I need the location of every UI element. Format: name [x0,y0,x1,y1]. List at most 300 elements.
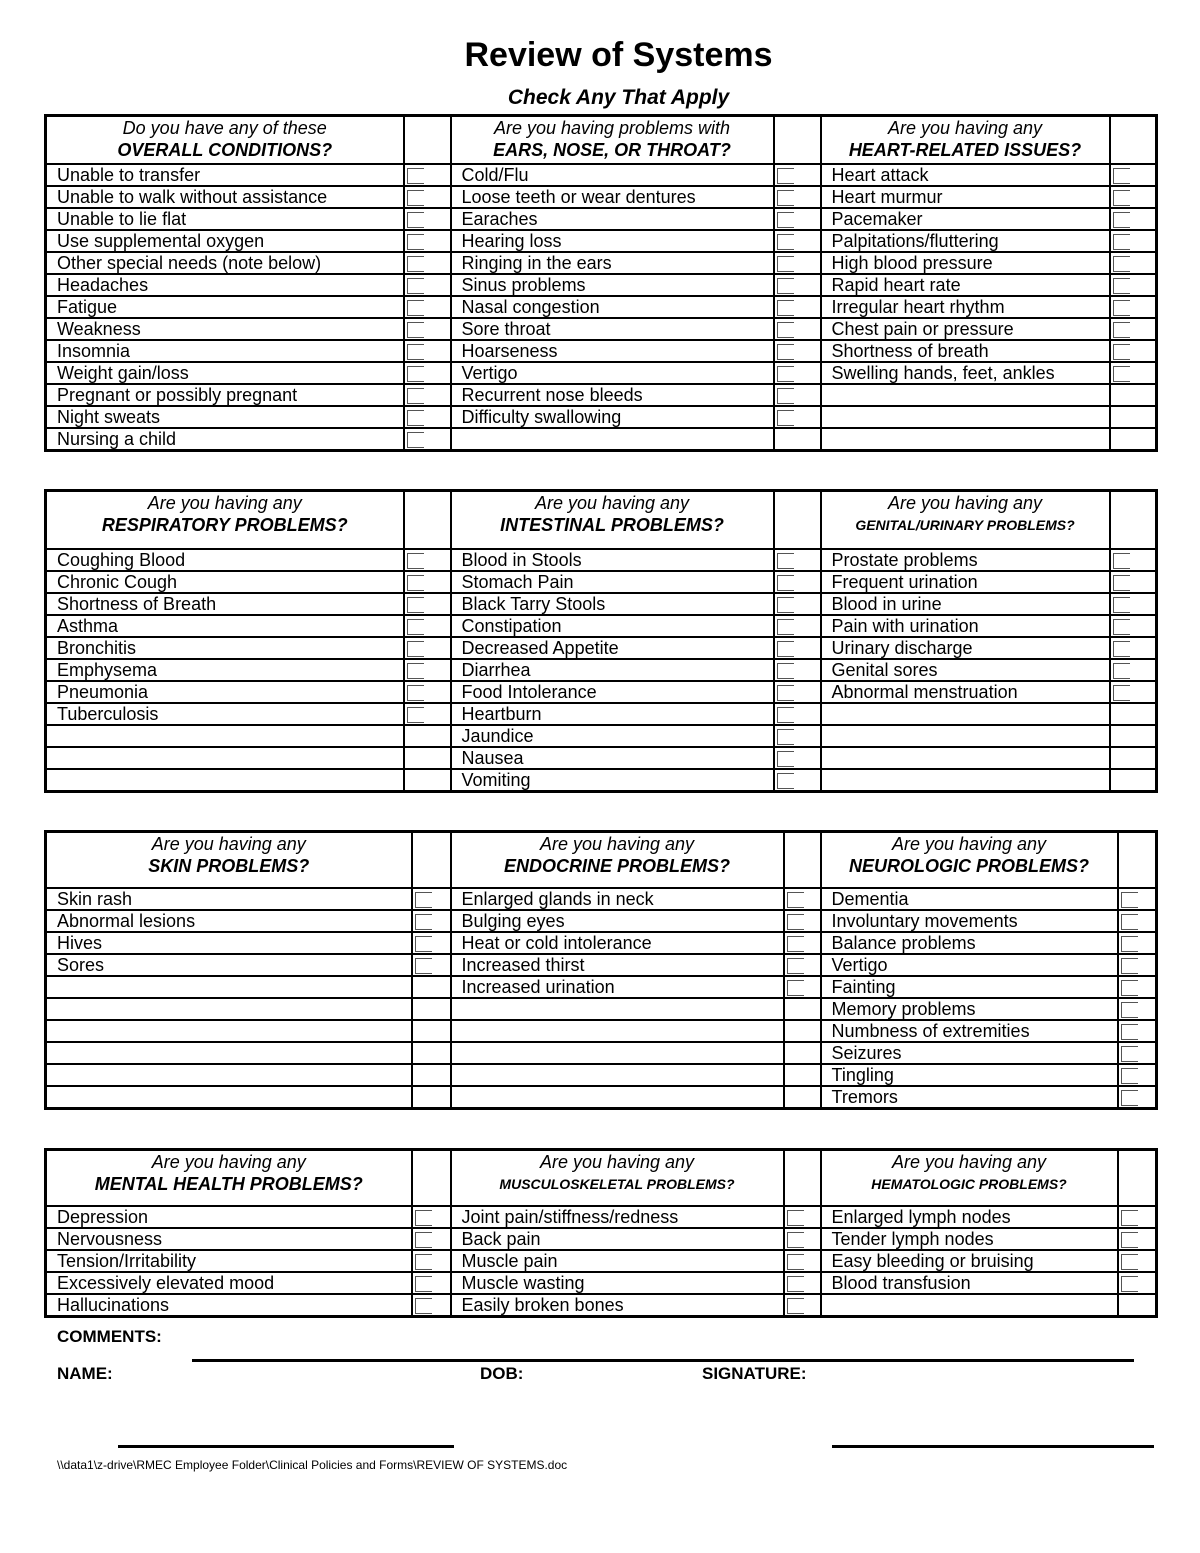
systems-table [44,489,1158,793]
empty-checkbox-cell[interactable] [404,747,451,769]
symptom-checkbox[interactable] [774,681,821,703]
symptom-checkbox[interactable] [404,296,451,318]
checkbox-icon[interactable] [777,256,794,272]
symptom-checkbox[interactable] [1110,593,1157,615]
symptom-label [451,998,784,1020]
symptom-label: Joint pain/stiffness/redness [451,1206,784,1228]
symptom-checkbox[interactable] [404,428,451,451]
symptom-checkbox[interactable] [774,362,821,384]
table-row [46,1228,1157,1250]
checkbox-icon[interactable] [407,388,424,404]
symptom-checkbox[interactable] [1110,549,1157,571]
symptom-checkbox[interactable] [404,252,451,274]
symptom-checkbox[interactable] [774,769,821,792]
symptom-label [46,725,404,747]
checkbox-column-header [404,116,451,164]
symptom-checkbox[interactable] [404,318,451,340]
checkbox-icon[interactable] [407,597,424,613]
checkbox-icon[interactable] [407,685,424,701]
symptom-checkbox[interactable] [774,296,821,318]
symptom-checkbox[interactable] [1118,1272,1157,1294]
checkbox-icon[interactable] [407,212,424,228]
checkbox-icon[interactable] [1121,1276,1138,1292]
checkbox-icon[interactable] [1121,1254,1138,1270]
symptom-label: Tingling [821,1064,1118,1086]
checkbox-icon[interactable] [777,553,794,569]
empty-checkbox-cell[interactable] [1110,428,1157,451]
symptom-checkbox[interactable] [1118,888,1157,910]
symptom-label: Unable to lie flat [46,208,404,230]
symptom-checkbox[interactable] [412,932,451,954]
symptom-label: Jaundice [451,725,774,747]
symptom-label: Pneumonia [46,681,404,703]
symptom-label: Vomiting [451,769,774,792]
checkbox-icon[interactable] [1121,914,1138,930]
checkbox-icon[interactable] [787,980,804,996]
symptom-checkbox[interactable] [412,1294,451,1317]
symptom-checkbox[interactable] [774,252,821,274]
empty-checkbox-cell[interactable] [412,1064,451,1086]
section-header [821,832,1118,888]
checkbox-icon[interactable] [777,641,794,657]
checkbox-icon[interactable] [777,190,794,206]
checkbox-icon[interactable] [415,936,432,952]
symptom-checkbox[interactable] [404,274,451,296]
symptom-checkbox[interactable] [774,747,821,769]
symptom-checkbox[interactable] [1110,296,1157,318]
symptom-label: Pregnant or possibly pregnant [46,384,404,406]
empty-checkbox-cell[interactable] [1110,725,1157,747]
table-row [46,1064,1157,1086]
section-category: INTESTINAL PROBLEMS? [500,515,724,535]
checkbox-icon[interactable] [1113,168,1130,184]
checkbox-icon[interactable] [777,619,794,635]
symptom-checkbox[interactable] [774,593,821,615]
symptom-checkbox[interactable] [1118,976,1157,998]
checkbox-icon[interactable] [1113,212,1130,228]
symptom-checkbox[interactable] [404,340,451,362]
checkbox-icon[interactable] [777,212,794,228]
checkbox-icon[interactable] [1113,553,1130,569]
symptom-label: Other special needs (note below) [46,252,404,274]
checkbox-icon[interactable] [1121,936,1138,952]
symptom-checkbox[interactable] [412,1206,451,1228]
checkbox-icon[interactable] [1121,1210,1138,1226]
symptom-checkbox[interactable] [1118,1250,1157,1272]
checkbox-icon[interactable] [777,300,794,316]
symptom-checkbox[interactable] [1118,910,1157,932]
symptom-label: Sinus problems [451,274,774,296]
checkbox-icon[interactable] [787,1232,804,1248]
table-row [46,932,1157,954]
symptom-checkbox[interactable] [784,1228,821,1250]
symptom-checkbox[interactable] [1110,659,1157,681]
empty-checkbox-cell[interactable] [1110,769,1157,792]
table-row [46,1250,1157,1272]
symptom-checkbox[interactable] [1118,1042,1157,1064]
checkbox-icon[interactable] [777,344,794,360]
checkbox-icon[interactable] [415,914,432,930]
symptom-checkbox[interactable] [412,1228,451,1250]
symptom-label [46,976,412,998]
checkbox-icon[interactable] [1113,663,1130,679]
symptom-label: Seizures [821,1042,1118,1064]
checkbox-icon[interactable] [1121,892,1138,908]
symptom-checkbox[interactable] [774,725,821,747]
section-header [821,1150,1118,1206]
symptom-checkbox[interactable] [404,230,451,252]
checkbox-icon[interactable] [1121,958,1138,974]
empty-checkbox-cell[interactable] [404,769,451,792]
checkbox-icon[interactable] [415,1298,432,1314]
checkbox-icon[interactable] [1113,619,1130,635]
symptom-label: Nasal congestion [451,296,774,318]
section-header [46,832,412,888]
empty-checkbox-cell[interactable] [412,1020,451,1042]
checkbox-icon[interactable] [1113,256,1130,272]
table-row [46,1206,1157,1228]
symptom-checkbox[interactable] [774,208,821,230]
checkbox-icon[interactable] [407,256,424,272]
symptom-checkbox[interactable] [774,164,821,186]
empty-checkbox-cell[interactable] [1110,406,1157,428]
checkbox-icon[interactable] [1121,1024,1138,1040]
checkbox-icon[interactable] [787,914,804,930]
table-row [46,888,1157,910]
symptom-label [46,1064,412,1086]
symptom-checkbox[interactable] [1118,1206,1157,1228]
checkbox-icon[interactable] [407,432,424,448]
symptom-label: Nervousness [46,1228,412,1250]
checkbox-icon[interactable] [407,553,424,569]
empty-checkbox-cell[interactable] [412,1042,451,1064]
symptom-checkbox[interactable] [1110,318,1157,340]
symptom-label [46,998,412,1020]
empty-checkbox-cell[interactable] [404,725,451,747]
symptom-checkbox[interactable] [784,888,821,910]
symptom-checkbox[interactable] [404,681,451,703]
checkbox-icon[interactable] [407,300,424,316]
symptom-checkbox[interactable] [404,615,451,637]
symptom-checkbox[interactable] [774,703,821,725]
checkbox-icon[interactable] [787,1298,804,1314]
symptom-checkbox[interactable] [1110,164,1157,186]
checkbox-icon[interactable] [777,751,794,767]
symptom-checkbox[interactable] [784,1250,821,1272]
symptom-label: Urinary discharge [821,637,1110,659]
symptom-checkbox[interactable] [784,932,821,954]
signature-line[interactable] [832,1445,1154,1448]
empty-checkbox-cell[interactable] [784,998,821,1020]
checkbox-icon[interactable] [407,234,424,250]
symptom-label: Irregular heart rhythm [821,296,1110,318]
table-row [46,340,1157,362]
symptom-label: Abnormal lesions [46,910,412,932]
checkbox-icon[interactable] [777,729,794,745]
symptom-label: Numbness of extremities [821,1020,1118,1042]
empty-checkbox-cell[interactable] [784,1064,821,1086]
file-path: \\data1\z-drive\RMEC Employee Folder\Clinical Policies and Forms\REVIEW OF SYSTEMS.doc [57,1458,568,1472]
symptom-label: Nursing a child [46,428,404,451]
checkbox-icon[interactable] [1113,344,1130,360]
symptom-checkbox[interactable] [1110,274,1157,296]
checkbox-icon[interactable] [407,322,424,338]
symptom-checkbox[interactable] [404,593,451,615]
empty-checkbox-cell[interactable] [412,1086,451,1109]
checkbox-icon[interactable] [1113,641,1130,657]
checkbox-icon[interactable] [407,190,424,206]
checkbox-icon[interactable] [407,410,424,426]
checkbox-icon[interactable] [407,663,424,679]
checkbox-icon[interactable] [407,575,424,591]
symptom-label: Genital sores [821,659,1110,681]
symptom-checkbox[interactable] [412,954,451,976]
symptom-label [451,1020,784,1042]
checkbox-icon[interactable] [777,663,794,679]
checkbox-icon[interactable] [1113,190,1130,206]
symptom-checkbox[interactable] [774,274,821,296]
symptom-label: Enlarged glands in neck [451,888,784,910]
comments-line[interactable] [192,1359,1134,1362]
symptom-checkbox[interactable] [774,637,821,659]
section-header [451,491,774,549]
table-row [46,769,1157,792]
symptom-label: Shortness of Breath [46,593,404,615]
section-question: Are you having any [891,834,1047,854]
symptom-checkbox[interactable] [1118,1020,1157,1042]
symptom-checkbox[interactable] [1110,252,1157,274]
checkbox-icon[interactable] [777,685,794,701]
symptom-checkbox[interactable] [1110,340,1157,362]
symptom-label [821,725,1110,747]
symptom-checkbox[interactable] [774,406,821,428]
table-row [46,615,1157,637]
symptom-checkbox[interactable] [784,1272,821,1294]
checkbox-icon[interactable] [777,278,794,294]
checkbox-icon[interactable] [777,597,794,613]
symptom-checkbox[interactable] [1118,1064,1157,1086]
section-header [451,832,784,888]
table-row [46,910,1157,932]
comments-label: COMMENTS: [57,1327,162,1346]
name-label: NAME: [57,1364,113,1383]
symptom-checkbox[interactable] [784,976,821,998]
checkbox-icon[interactable] [777,168,794,184]
table-row [46,593,1157,615]
symptom-checkbox[interactable] [404,659,451,681]
checkbox-icon[interactable] [777,575,794,591]
empty-checkbox-cell[interactable] [784,1042,821,1064]
symptom-label: Memory problems [821,998,1118,1020]
checkbox-icon[interactable] [1121,980,1138,996]
symptom-label: Heat or cold intolerance [451,932,784,954]
checkbox-icon[interactable] [407,168,424,184]
table-row [46,318,1157,340]
checkbox-icon[interactable] [777,388,794,404]
symptom-checkbox[interactable] [784,1294,821,1317]
symptom-checkbox[interactable] [774,384,821,406]
checkbox-icon[interactable] [1113,234,1130,250]
checkbox-icon[interactable] [415,892,432,908]
table-row [46,384,1157,406]
symptom-checkbox[interactable] [1110,615,1157,637]
empty-checkbox-cell[interactable] [412,976,451,998]
checkbox-icon[interactable] [1113,322,1130,338]
checkbox-icon[interactable] [777,366,794,382]
symptom-label: Prostate problems [821,549,1110,571]
symptom-label: Excessively elevated mood [46,1272,412,1294]
symptom-checkbox[interactable] [404,571,451,593]
symptom-label [46,1086,412,1109]
checkbox-icon[interactable] [415,958,432,974]
checkbox-icon[interactable] [407,366,424,382]
symptom-checkbox[interactable] [774,340,821,362]
checkbox-icon[interactable] [1113,685,1130,701]
symptom-checkbox[interactable] [1118,932,1157,954]
checkbox-column-header [1118,832,1157,888]
checkbox-icon[interactable] [777,707,794,723]
section-header [821,491,1110,549]
symptom-checkbox[interactable] [1118,998,1157,1020]
symptom-label: Hoarseness [451,340,774,362]
checkbox-icon[interactable] [1113,278,1130,294]
checkbox-icon[interactable] [787,936,804,952]
symptom-checkbox[interactable] [1110,230,1157,252]
section-category: MUSCULOSKELETAL PROBLEMS? [499,1176,735,1192]
symptom-checkbox[interactable] [774,549,821,571]
symptom-label: Earaches [451,208,774,230]
symptom-label: Night sweats [46,406,404,428]
symptom-checkbox[interactable] [404,164,451,186]
symptom-checkbox[interactable] [404,549,451,571]
symptom-checkbox[interactable] [774,318,821,340]
symptom-label: Skin rash [46,888,412,910]
checkbox-icon[interactable] [415,1210,432,1226]
symptom-checkbox[interactable] [1110,208,1157,230]
checkbox-icon[interactable] [777,410,794,426]
symptom-checkbox[interactable] [412,910,451,932]
symptom-checkbox[interactable] [784,954,821,976]
checkbox-icon[interactable] [407,619,424,635]
symptom-checkbox[interactable] [404,703,451,725]
checkbox-icon[interactable] [407,278,424,294]
symptom-checkbox[interactable] [404,406,451,428]
checkbox-icon[interactable] [1113,597,1130,613]
symptom-checkbox[interactable] [412,1250,451,1272]
empty-checkbox-cell[interactable] [1110,703,1157,725]
empty-checkbox-cell[interactable] [1118,1294,1157,1317]
symptom-checkbox[interactable] [774,186,821,208]
checkbox-icon[interactable] [407,344,424,360]
symptom-checkbox[interactable] [404,384,451,406]
checkbox-icon[interactable] [415,1232,432,1248]
section-header [451,116,774,164]
table-row [46,571,1157,593]
symptom-label: Nausea [451,747,774,769]
symptom-checkbox[interactable] [1110,362,1157,384]
section-question: Are you having any [891,1152,1047,1172]
section-category: HEMATOLOGIC PROBLEMS? [871,1176,1067,1192]
symptom-label: High blood pressure [821,252,1110,274]
symptom-checkbox[interactable] [1118,954,1157,976]
symptom-checkbox[interactable] [404,637,451,659]
symptom-checkbox[interactable] [774,571,821,593]
checkbox-icon[interactable] [1121,1046,1138,1062]
checkbox-column-header [404,491,451,549]
symptom-label: Balance problems [821,932,1118,954]
checkbox-icon[interactable] [787,892,804,908]
empty-checkbox-cell[interactable] [1110,384,1157,406]
symptom-label: Recurrent nose bleeds [451,384,774,406]
empty-checkbox-cell[interactable] [1110,747,1157,769]
symptom-checkbox[interactable] [784,1206,821,1228]
checkbox-icon[interactable] [787,1254,804,1270]
symptom-checkbox[interactable] [774,615,821,637]
checkbox-icon[interactable] [1113,366,1130,382]
empty-checkbox-cell[interactable] [784,1086,821,1109]
checkbox-icon[interactable] [1121,1002,1138,1018]
checkbox-icon[interactable] [407,707,424,723]
checkbox-icon[interactable] [415,1276,432,1292]
symptom-checkbox[interactable] [1110,681,1157,703]
checkbox-icon[interactable] [1113,300,1130,316]
symptom-checkbox[interactable] [1110,186,1157,208]
checkbox-icon[interactable] [1121,1068,1138,1084]
symptom-label: Fainting [821,976,1118,998]
empty-checkbox-cell[interactable] [774,428,821,451]
symptom-checkbox[interactable] [1110,571,1157,593]
symptom-checkbox[interactable] [404,362,451,384]
name-dob-line[interactable] [118,1445,454,1448]
checkbox-icon[interactable] [1121,1090,1138,1106]
symptom-label: Blood transfusion [821,1272,1118,1294]
symptom-label: Constipation [451,615,774,637]
symptom-checkbox[interactable] [412,1272,451,1294]
symptom-label: Easy bleeding or bruising [821,1250,1118,1272]
empty-checkbox-cell[interactable] [412,998,451,1020]
checkbox-icon[interactable] [1121,1232,1138,1248]
table-row [46,659,1157,681]
checkbox-icon[interactable] [415,1254,432,1270]
checkbox-icon[interactable] [1113,575,1130,591]
checkbox-icon[interactable] [787,958,804,974]
symptom-label: Food Intolerance [451,681,774,703]
symptom-checkbox[interactable] [1118,1086,1157,1109]
symptom-checkbox[interactable] [774,659,821,681]
checkbox-icon[interactable] [777,322,794,338]
symptom-label: Difficulty swallowing [451,406,774,428]
symptom-label: Black Tarry Stools [451,593,774,615]
empty-checkbox-cell[interactable] [784,1020,821,1042]
symptom-checkbox[interactable] [1110,637,1157,659]
symptom-checkbox[interactable] [412,888,451,910]
checkbox-icon[interactable] [777,234,794,250]
symptom-checkbox[interactable] [404,208,451,230]
checkbox-icon[interactable] [787,1276,804,1292]
symptom-checkbox[interactable] [1118,1228,1157,1250]
table-row [46,747,1157,769]
checkbox-icon[interactable] [787,1210,804,1226]
symptom-checkbox[interactable] [404,186,451,208]
table-row [46,406,1157,428]
symptom-checkbox[interactable] [774,230,821,252]
table-row [46,549,1157,571]
symptom-checkbox[interactable] [784,910,821,932]
checkbox-icon[interactable] [407,641,424,657]
checkbox-icon[interactable] [777,773,794,789]
symptom-label: Abnormal menstruation [821,681,1110,703]
table-row [46,725,1157,747]
